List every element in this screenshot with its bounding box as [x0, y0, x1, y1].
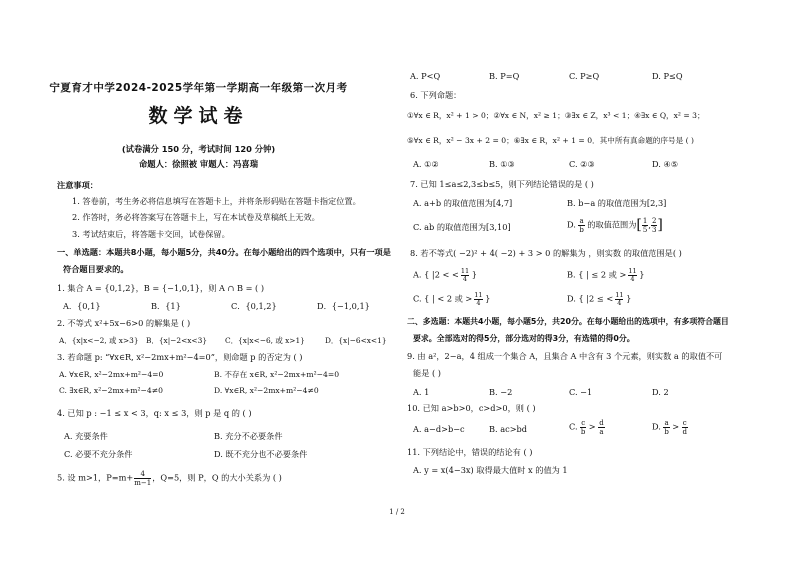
q4-option-b: B. 充分不必要条件 [214, 431, 283, 441]
q4-stem: 4. 已知 p : −1 ≤ x < 3，q: x ≤ 3，则 p 是 q 的 ( ) [57, 408, 252, 418]
q10-c-pre: C. [569, 421, 581, 432]
school-heading: 宁夏育才中学2024-2025学年第一学期高一年级第一次月考 [49, 82, 348, 94]
section2-line2: 要求。全部选对的得5分，部分选对的得3分，有选错的得0分。 [413, 334, 635, 343]
q7-d-mid: 的取值范围为 [584, 219, 637, 230]
q8-a-fraction-den: 4 [462, 275, 468, 283]
q7-d-pre: D. [567, 219, 579, 230]
q5-option-b: B. P=Q [489, 71, 520, 81]
q9-option-d: D. 2 [652, 387, 669, 397]
right-column [397, 0, 794, 561]
q8-c-fraction [474, 292, 482, 307]
note-item: 2. 作答时，务必将答案写在答题卡上，写在本试卷及草稿纸上无效。 [72, 212, 320, 222]
section2-line1: 二、多选题：本题共4小题，每小题5分，共20分。在每小题给出的选项中，有多项符合题目 [407, 317, 729, 326]
q8-a-close: } [469, 269, 477, 280]
note-item: 1. 答卷前，考生务必将信息填写在答题卡上，并将条形码贴在答题卡指定位置。 [72, 196, 361, 206]
q10-c-frac1-num: c [581, 419, 586, 427]
q7-d-range-low-num: 1 [642, 217, 648, 225]
q8-b-close: } [636, 269, 645, 280]
q11-option-a: A. y = x(4−3x) 取得最大值时 x 的值为 1 [413, 465, 568, 475]
q10-c-frac1-den: b [580, 428, 586, 436]
q10-c-op: > [586, 421, 599, 432]
q7-option-d [567, 217, 663, 234]
q1-option-b: B．{1} [151, 301, 181, 311]
q6-stem: 6. 下列命题： [410, 90, 462, 100]
q7-d-range-high-den: 3 [651, 226, 657, 234]
q8-a-text: A. { |2 < < [413, 269, 459, 280]
q10-option-a: A. a−d>b−c [413, 424, 465, 434]
q10-option-b: B. ac>bd [489, 424, 528, 434]
q3-option-d: D. ∀x∈R, x²−2mx+m²−4≠0 [214, 386, 319, 395]
q8-d-text: D. { |2 ≤ < [567, 293, 614, 304]
q8-c-fraction-den: 4 [476, 299, 481, 307]
q8-option-d [567, 292, 631, 307]
q10-c-frac2-num: d [599, 419, 604, 427]
q9-option-a: A. 1 [413, 387, 430, 397]
q3-option-c: C. ∃x∈R, x²−2mx+m²−4≠0 [59, 386, 163, 395]
q5-stem-post: ，Q=5，则 P，Q 的大小关系为 ( ) [152, 472, 282, 483]
q7-d-fraction-num: a [579, 217, 584, 225]
q8-b-text: B. { | ≤ 2 或 > [567, 269, 627, 280]
q4-option-d: D. 既不充分也不必要条件 [214, 449, 308, 459]
q6-line2: ⑤∀x ∈ R，x² − 3x + 2 = 0；⑥∃x ∈ R，x² + 1 = 0．其中所有真命题的序号是 ( ) [407, 136, 694, 145]
q1-option-a: A．{0,1} [63, 301, 101, 311]
q5-fraction-den: m−1 [134, 479, 152, 487]
q10-d-pre: D. [652, 421, 664, 432]
q7-option-a: A. a+b 的取值范围为[4,7] [413, 198, 513, 208]
section1-line2: 符合题目要求的。 [63, 264, 129, 274]
q8-a-fraction [461, 268, 469, 283]
q10-d-frac2-num: c [682, 419, 687, 427]
q4-option-a: A. 充要条件 [64, 431, 108, 441]
q6-option-a: A. ①② [413, 159, 439, 169]
q5-option-c: C. P≥Q [569, 71, 600, 81]
q6-option-d: D. ④⑤ [652, 159, 679, 169]
q6-line1: ①∀x ∈ R，x² + 1 > 0；②∀x ∈ N，x² ≥ 1；③∃x ∈ Z，x³ < 1；④∃x ∈ Q，x² = 3； [407, 111, 705, 120]
page-number: 1 / 2 [389, 508, 405, 516]
q3-option-b: B. 不存在 x∈R, x²−2mx+m²−4=0 [214, 370, 340, 379]
q4-option-c: C. 必要不充分条件 [64, 449, 133, 459]
q8-stem: 8. 若不等式( −2)² + 4( −2) + 3 > 0 的解集为 ，则实数 的取值范围是( ) [410, 248, 682, 258]
q10-c-frac2-den: a [599, 428, 604, 436]
q5-option-d: D. P≤Q [652, 71, 683, 81]
q5-stem-pre: 5. 设 m>1，P=m+ [57, 472, 134, 483]
q7-d-bracket-open: [ [636, 217, 642, 233]
q6-option-b: B. ①③ [489, 159, 515, 169]
q8-a-fraction-num: 11 [460, 267, 470, 275]
q9-stem: 9. 由 a²，2−a，4 组成一个集合 A，且集合 A 中含有 3 个元素，则实数 a 的取值不可 [407, 351, 723, 361]
q2-option-b: B．{x|−2<x<3} [146, 336, 208, 345]
q1-option-d: D．{−1,0,1} [317, 301, 370, 311]
q3-option-a: A. ∀x∈R, x²−2mx+m²−4=0 [59, 370, 164, 379]
q5-option-a: A. P<Q [410, 71, 441, 81]
exam-authors: 命题人：徐照被 审题人：冯喜瑞 [138, 159, 259, 169]
q3-stem: 3. 若命题 p: “∀x∈R, x²−2mx+m²−4=0”，则命题 p 的否定为 ( ) [57, 352, 303, 362]
q8-option-a [413, 268, 477, 283]
q5-stem [57, 470, 282, 487]
q7-option-b: B. b−a 的取值范围为[2,3] [567, 198, 667, 208]
q9-option-c: C. −1 [569, 387, 593, 397]
q7-d-range-high-num: 2 [651, 217, 657, 225]
q9-stem2: 能是 ( ) [413, 368, 441, 378]
q2-option-d: D．{x|−6<x<1} [325, 336, 387, 345]
q10-stem: 10. 已知 a>b>0，c>d>0，则 ( ) [407, 403, 536, 413]
q8-c-text: C. { | < 2 或 > [413, 293, 473, 304]
q7-d-bracket-close: ] [657, 217, 663, 233]
q2-option-c: C．{x|x<−6, 或 x>1} [225, 336, 305, 345]
q2-option-a: A．{x|x<−2, 或 x>3} [59, 336, 139, 345]
q9-option-b: B. −2 [489, 387, 513, 397]
q7-option-c: C. ab 的取值范围为[3,10] [413, 222, 511, 232]
section1-line1: 一、单选题：本题共8小题，每小题5分，共40分。在每小题给出的四个选项中，只有一项是 [57, 247, 391, 257]
q8-b-fraction-num: 11 [628, 267, 637, 275]
q11-stem: 11. 下列结论中，错误的结论有 ( ) [407, 447, 533, 457]
exam-title: 数学试卷 [148, 105, 249, 127]
q10-d-frac1-num: a [664, 419, 669, 427]
q1-option-c: C．{0,1,2} [231, 301, 277, 311]
q7-d-comma: , [648, 220, 651, 230]
q1-stem: 1. 集合 A = {0,1,2}，B = {−1,0,1}，则 A ∩ B = ( ) [57, 283, 265, 293]
q8-b-fraction [628, 268, 636, 283]
q10-option-c [569, 419, 605, 436]
note-item: 3. 考试结束后，将答题卡交回，试卷保留。 [72, 229, 230, 239]
q7-d-range-low-den: 5 [642, 226, 648, 234]
q10-c-frac2 [598, 419, 604, 436]
q7-d-fraction-den: b [579, 226, 584, 234]
q10-d-frac2 [682, 419, 688, 436]
notes-heading: 注意事项： [57, 180, 98, 190]
exam-meta: (试卷满分 150 分，考试时间 120 分钟) [121, 144, 276, 154]
q10-d-frac1-den: b [664, 428, 669, 436]
q10-d-op: > [669, 421, 682, 432]
q7-stem: 7. 已知 1≤a≤2,3≤b≤5，则下列结论错误的是 ( ) [410, 179, 594, 189]
q6-option-c: C. ②③ [569, 159, 595, 169]
q8-option-b [567, 268, 644, 283]
q5-fraction [134, 470, 151, 487]
q8-c-close: } [482, 293, 491, 304]
q5-fraction-num: 4 [134, 470, 151, 479]
q8-d-fraction-num: 11 [615, 291, 624, 299]
q8-d-close: } [623, 293, 632, 304]
q8-d-fraction-den: 4 [617, 299, 622, 307]
q8-c-fraction-num: 11 [474, 291, 483, 299]
q8-b-fraction-den: 4 [630, 275, 635, 283]
q10-d-frac2-den: d [682, 428, 687, 436]
q8-option-c [413, 292, 490, 307]
q10-option-d [652, 419, 688, 436]
q2-stem: 2. 不等式 x²+5x−6>0 的解集是 ( ) [57, 318, 191, 328]
